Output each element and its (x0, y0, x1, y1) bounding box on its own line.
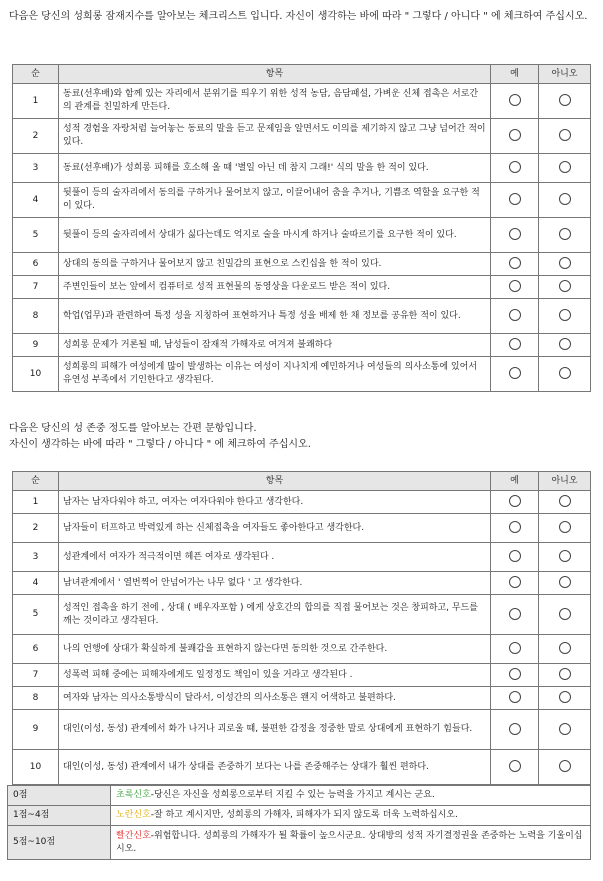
row-item-text: 성적 경험을 자랑처럼 늘어놓는 동료의 말을 듣고 문제임을 알면서도 이의를 제기하지 않고 그냥 넘어간 적이 있다. (59, 119, 491, 154)
table-row (13, 572, 591, 595)
answer-cell-no (539, 572, 591, 595)
score-table (7, 785, 591, 860)
radio-yes[interactable] (509, 94, 521, 106)
row-item-text: 동료(선후배)와 함께 있는 자리에서 분위기를 띄우기 위한 성적 농담, 음담패설, 가벼운 신체 접촉은 서로간의 관계를 친밀하게 만든다. (59, 84, 491, 119)
table-row (13, 154, 591, 183)
radio-no[interactable] (559, 257, 571, 269)
signal-label: 노란신호 (116, 810, 151, 820)
header-item: 항목 (59, 65, 491, 84)
radio-yes[interactable] (509, 521, 521, 533)
row-item-text: 성폭력 피해 중에는 피해자에게도 일정정도 책임이 있을 거라고 생각된다 . (59, 664, 491, 687)
row-number: 7 (13, 276, 59, 299)
row-number: 2 (13, 119, 59, 154)
table-row (13, 218, 591, 253)
row-number: 6 (13, 253, 59, 276)
radio-yes[interactable] (509, 691, 521, 703)
row-item-text: 상대의 동의를 구하거나 물어보지 않고 친밀감의 표현으로 스킨십을 한 적이 있다. (59, 253, 491, 276)
radio-yes[interactable] (509, 642, 521, 654)
row-number: 9 (13, 334, 59, 357)
header-num: 순 (13, 65, 59, 84)
signal-label: 초록신호 (116, 790, 151, 800)
row-item-text: 학업(업무)과 관련하여 특정 성을 지칭하여 표현하거나 특정 성을 배제 한 채 정보를 공유한 적이 있다. (59, 299, 491, 334)
answer-cell-yes (491, 687, 539, 710)
table-row (13, 334, 591, 357)
radio-no[interactable] (559, 691, 571, 703)
radio-no[interactable] (559, 668, 571, 680)
score-level: 5점~10점 (8, 826, 111, 860)
table-header (13, 472, 591, 491)
score-description (111, 806, 591, 826)
radio-yes[interactable] (509, 338, 521, 350)
answer-cell-yes (491, 84, 539, 119)
answer-cell-yes (491, 357, 539, 392)
answer-cell-yes (491, 334, 539, 357)
table-row (13, 635, 591, 664)
radio-no[interactable] (559, 608, 571, 620)
radio-no[interactable] (559, 576, 571, 588)
header-yes: 예 (491, 65, 539, 84)
table-row (13, 710, 591, 750)
row-number: 8 (13, 687, 59, 710)
table-row (13, 595, 591, 635)
answer-cell-no (539, 299, 591, 334)
table-row (13, 253, 591, 276)
row-item-text: 주변인들이 보는 앞에서 컴퓨터로 성적 표현물의 동영상을 다운로드 받은 적이 있다. (59, 276, 491, 299)
answer-cell-no (539, 218, 591, 253)
row-item-text: 뒷풀이 등의 술자리에서 동의를 구하거나 물어보지 않고, 이끌어내어 춤을 추거나, 기쁨조 역할을 요구한 적이 있다. (59, 183, 491, 218)
radio-yes[interactable] (509, 576, 521, 588)
radio-yes[interactable] (509, 161, 521, 173)
answer-cell-no (539, 664, 591, 687)
answer-cell-yes (491, 276, 539, 299)
row-item-text: 남자들이 터프하고 박력있게 하는 신체접촉을 여자들도 좋아한다고 생각한다. (59, 514, 491, 543)
answer-cell-yes (491, 154, 539, 183)
header-no: 아니오 (539, 472, 591, 491)
score-row (8, 826, 591, 860)
answer-cell-yes (491, 183, 539, 218)
answer-cell-no (539, 710, 591, 750)
answer-cell-no (539, 183, 591, 218)
answer-cell-yes (491, 710, 539, 750)
intro-2-line-1: 다음은 당신의 성 존중 정도를 알아보는 간편 문항입니다. (9, 423, 257, 434)
table-row (13, 84, 591, 119)
radio-no[interactable] (559, 367, 571, 379)
row-number: 8 (13, 299, 59, 334)
answer-cell-yes (491, 750, 539, 785)
row-number: 4 (13, 572, 59, 595)
row-item-text: 남자는 남자다워야 하고, 여자는 여자다워야 한다고 생각한다. (59, 491, 491, 514)
row-item-text: 나의 언행에 상대가 확실하게 불쾌감을 표현하지 않는다면 동의한 것으로 간주한다. (59, 635, 491, 664)
answer-cell-no (539, 119, 591, 154)
radio-no[interactable] (559, 228, 571, 240)
answer-cell-no (539, 276, 591, 299)
row-item-text: 여자와 남자는 의사소통방식이 달라서, 이성간의 의사소통은 왠지 어색하고 불편하다. (59, 687, 491, 710)
row-number: 1 (13, 491, 59, 514)
table-row (13, 514, 591, 543)
radio-yes[interactable] (509, 280, 521, 292)
radio-yes[interactable] (509, 608, 521, 620)
row-number: 7 (13, 664, 59, 687)
row-number: 4 (13, 183, 59, 218)
table-row (13, 664, 591, 687)
radio-yes[interactable] (509, 723, 521, 735)
row-number: 2 (13, 514, 59, 543)
table-header (13, 65, 591, 84)
header-num: 순 (13, 472, 59, 491)
answer-cell-yes (491, 299, 539, 334)
answer-cell-yes (491, 491, 539, 514)
radio-yes[interactable] (509, 193, 521, 205)
table-row (13, 276, 591, 299)
row-number: 5 (13, 218, 59, 253)
header-no: 아니오 (539, 65, 591, 84)
table-row (13, 750, 591, 785)
signal-text: -위험합니다. 성희롱의 가해자가 될 확률이 높으시군요. 상대방의 성적 자기결정권을 존중하는 노력을 기울이십시오. (116, 830, 583, 854)
row-item-text: 대인(이성, 동성) 관계에서 내가 상대를 존중하기 보다는 나를 존중해주는 상대가 훨씬 편하다. (59, 750, 491, 785)
radio-yes[interactable] (509, 257, 521, 269)
answer-cell-yes (491, 595, 539, 635)
score-row (8, 806, 591, 826)
score-row (8, 786, 591, 806)
radio-no[interactable] (559, 550, 571, 562)
row-item-text: 성관계에서 여자가 적극적이면 헤픈 여자로 생각된다 . (59, 543, 491, 572)
radio-yes[interactable] (509, 367, 521, 379)
answer-cell-no (539, 84, 591, 119)
radio-yes[interactable] (509, 309, 521, 321)
radio-yes[interactable] (509, 668, 521, 680)
table-row (13, 299, 591, 334)
radio-no[interactable] (559, 309, 571, 321)
radio-no[interactable] (559, 338, 571, 350)
answer-cell-no (539, 750, 591, 785)
answer-cell-no (539, 635, 591, 664)
radio-no[interactable] (559, 521, 571, 533)
checklist-table-1 (12, 64, 591, 392)
score-level: 1점~4점 (8, 806, 111, 826)
answer-cell-yes (491, 253, 539, 276)
intro-text-2 (9, 421, 589, 453)
row-number: 3 (13, 543, 59, 572)
answer-cell-yes (491, 119, 539, 154)
table-row (13, 543, 591, 572)
table-row (13, 183, 591, 218)
answer-cell-yes (491, 218, 539, 253)
answer-cell-no (539, 253, 591, 276)
table-row (13, 687, 591, 710)
answer-cell-no (539, 514, 591, 543)
row-item-text: 성희롱 문제가 거론될 때, 남성들이 잠재적 가해자로 여겨져 불쾌하다 (59, 334, 491, 357)
radio-no[interactable] (559, 94, 571, 106)
table-row (13, 119, 591, 154)
answer-cell-no (539, 154, 591, 183)
answer-cell-yes (491, 543, 539, 572)
answer-cell-yes (491, 664, 539, 687)
answer-cell-no (539, 687, 591, 710)
radio-no[interactable] (559, 760, 571, 772)
radio-yes[interactable] (509, 129, 521, 141)
row-number: 1 (13, 84, 59, 119)
row-number: 10 (13, 357, 59, 392)
header-yes: 예 (491, 472, 539, 491)
signal-text: -당신은 자신을 성희롱으로부터 지킬 수 있는 능력을 가지고 계시는 군요. (150, 790, 435, 800)
row-number: 6 (13, 635, 59, 664)
answer-cell-yes (491, 572, 539, 595)
header-item: 항목 (59, 472, 491, 491)
radio-no[interactable] (559, 280, 571, 292)
radio-yes[interactable] (509, 550, 521, 562)
answer-cell-no (539, 491, 591, 514)
row-item-text: 동료(선후배)가 성희롱 피해를 호소해 올 때 '별일 아닌 데 참지 그래!' 식의 말을 한 적이 있다. (59, 154, 491, 183)
radio-no[interactable] (559, 193, 571, 205)
radio-yes[interactable] (509, 228, 521, 240)
score-level: 0점 (8, 786, 111, 806)
table-row (13, 491, 591, 514)
intro-2-line-2: 자신이 생각하는 바에 따라 " 그렇다 / 아니다 " 에 체크하여 주십시오. (9, 439, 311, 450)
radio-no[interactable] (559, 723, 571, 735)
row-number: 5 (13, 595, 59, 635)
answer-cell-no (539, 334, 591, 357)
row-number: 3 (13, 154, 59, 183)
answer-cell-yes (491, 635, 539, 664)
row-item-text: 대인(이성, 동성) 관계에서 화가 나거나 괴로울 때, 불편한 감정을 정중한 말로 상대에게 표현하기 힘들다. (59, 710, 491, 750)
answer-cell-no (539, 543, 591, 572)
radio-no[interactable] (559, 495, 571, 507)
answer-cell-no (539, 357, 591, 392)
radio-no[interactable] (559, 642, 571, 654)
radio-yes[interactable] (509, 760, 521, 772)
row-number: 10 (13, 750, 59, 785)
signal-label: 빨간신호 (116, 830, 151, 841)
answer-cell-yes (491, 514, 539, 543)
row-item-text: 성적인 접촉을 하기 전에 , 상대 ( 배우자포함 ) 에게 상호간의 합의를 직접 물어보는 것은 창피하고, 무드를 깨는 것이라고 생각된다. (59, 595, 491, 635)
signal-text: -잘 하고 계시지만, 성희롱의 가해자, 피해자가 되지 않도록 더욱 노력하십시오. (150, 810, 458, 820)
row-item-text: 남녀관계에서 ' 열번찍어 안넘어가는 나무 없다 ' 고 생각한다. (59, 572, 491, 595)
row-number: 9 (13, 710, 59, 750)
row-item-text: 뒷풀이 등의 술자리에서 상대가 싫다는데도 억지로 술을 마시게 하거나 술따르기를 요구한 적이 있다. (59, 218, 491, 253)
score-description (111, 826, 591, 860)
answer-cell-no (539, 595, 591, 635)
radio-yes[interactable] (509, 495, 521, 507)
intro-text-1: 다음은 당신의 성희롱 잠재지수를 알아보는 체크리스트 입니다. 자신이 생각하는 바에 따라 " 그렇다 / 아니다 " 에 체크하여 주십시오. (9, 11, 588, 22)
table-row (13, 357, 591, 392)
checklist-table-2 (12, 471, 591, 785)
score-description (111, 786, 591, 806)
radio-no[interactable] (559, 161, 571, 173)
row-item-text: 성희롱의 피해가 여성에게 많이 발생하는 이유는 여성이 지나치게 예민하거나 여성들의 의사소통에 있어서 유연성 부족에서 기인한다고 생각된다. (59, 357, 491, 392)
radio-no[interactable] (559, 129, 571, 141)
